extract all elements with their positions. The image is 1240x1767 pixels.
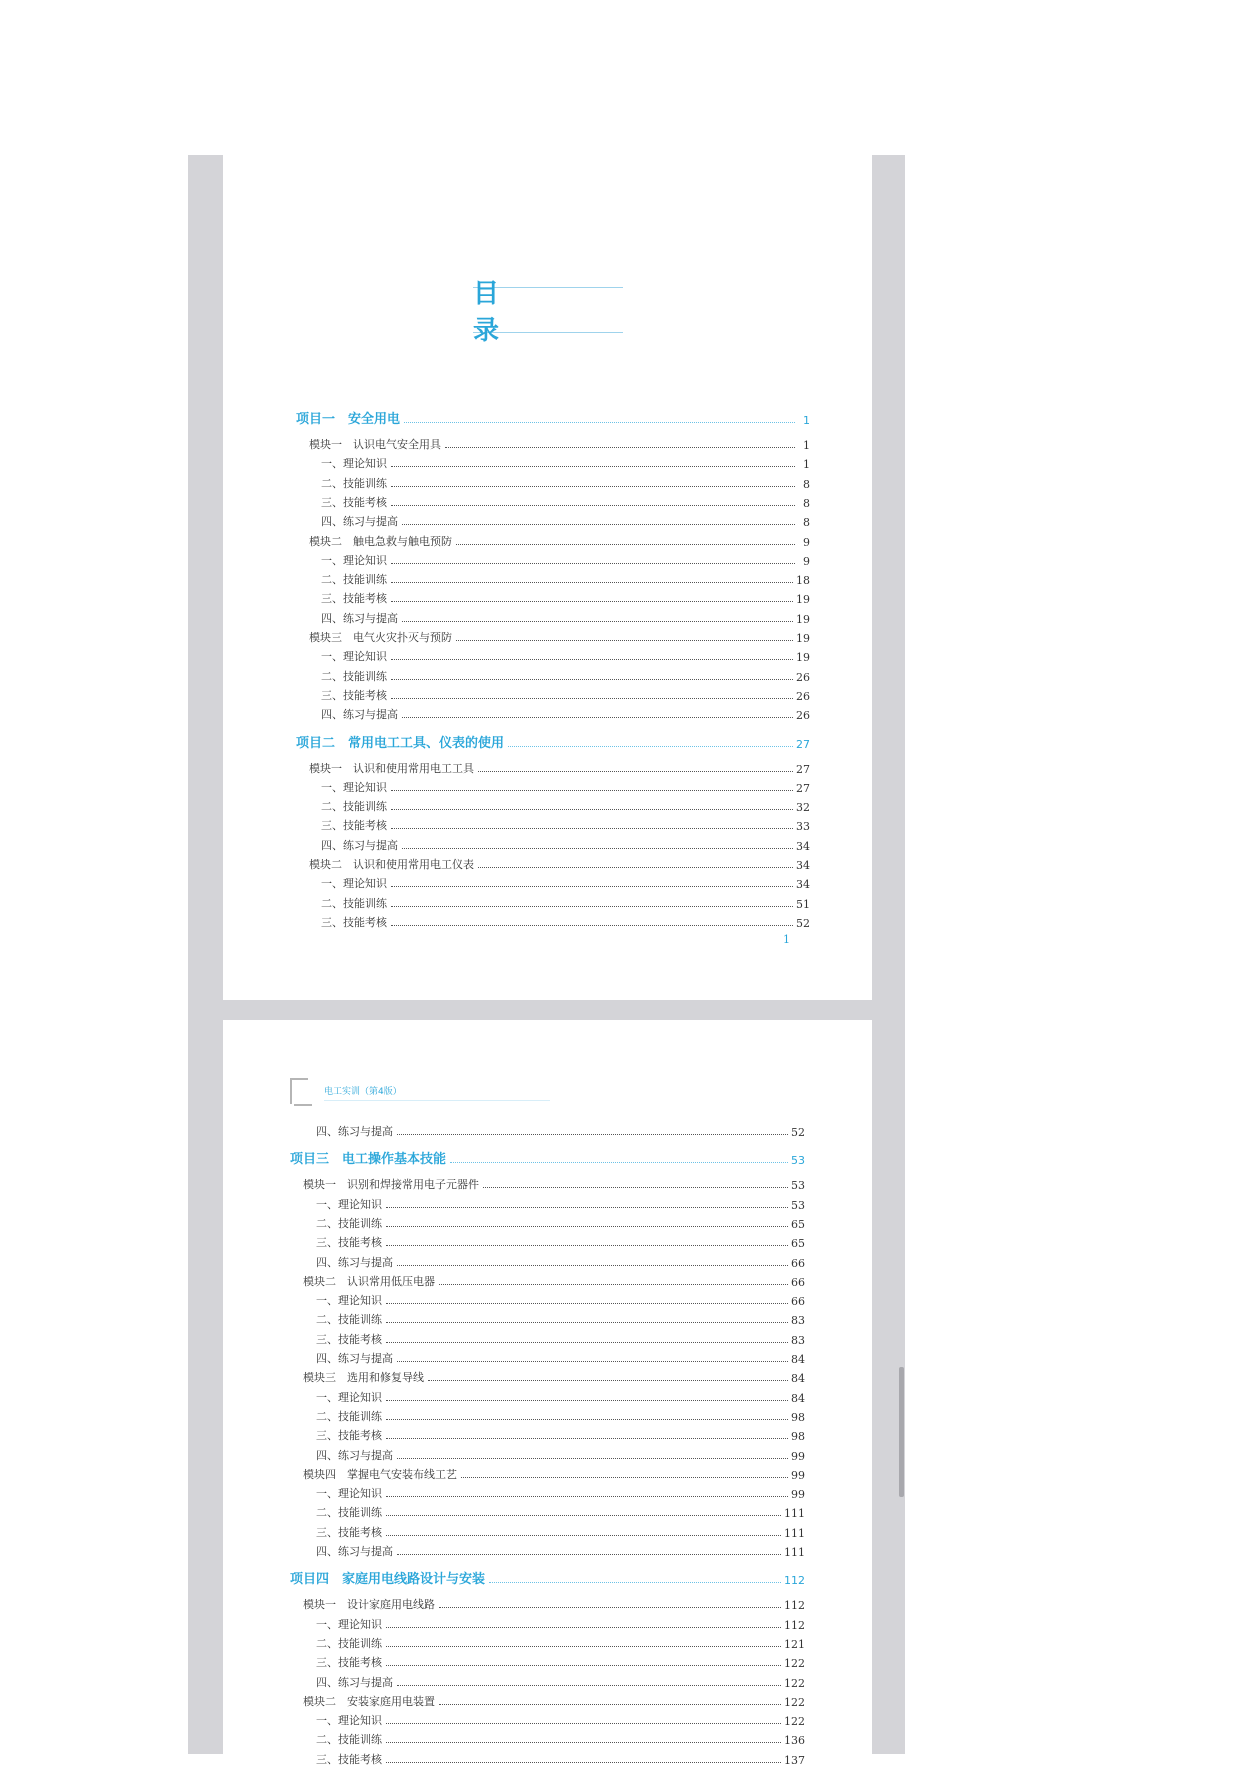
- dot-leader: [391, 809, 793, 810]
- toc-entry-label: 三、技能考核: [321, 819, 387, 833]
- toc-entry-item[interactable]: [316, 1613, 805, 1632]
- toc-entry-module[interactable]: [303, 1173, 805, 1192]
- dot-leader: [439, 1607, 781, 1608]
- dot-leader: [391, 679, 793, 680]
- dot-leader: [391, 828, 793, 829]
- toc-entry-label: 模块二 认识常用低压电器: [303, 1274, 435, 1288]
- scrollbar-thumb[interactable]: [899, 1367, 904, 1497]
- toc-entry-item[interactable]: [316, 1120, 805, 1139]
- toc-entry-item[interactable]: [321, 607, 810, 626]
- toc-entry-label: 模块一 设计家庭用电线路: [303, 1598, 435, 1612]
- toc-entry-page: 52: [791, 1126, 805, 1139]
- toc-entry-page: 122: [784, 1695, 805, 1709]
- dot-leader: [391, 925, 793, 926]
- toc-entry-page: 98: [791, 1410, 805, 1424]
- toc-entry-project[interactable]: [290, 1565, 805, 1587]
- toc-entry-item[interactable]: [321, 510, 810, 529]
- toc-entry-page: 26: [796, 709, 810, 723]
- toc-entry-page: 99: [791, 1449, 805, 1463]
- toc-entry-page: 34: [796, 878, 810, 892]
- toc-entry-page: 19: [796, 651, 810, 665]
- toc-entry-label: 一、理论知识: [316, 1197, 382, 1211]
- toc-entry-label: 项目三 电工操作基本技能: [290, 1152, 447, 1168]
- toc-entry-page: 8: [803, 516, 810, 530]
- toc-entry-page: 19: [796, 593, 810, 607]
- running-header: [290, 1078, 550, 1106]
- toc-entry-page: 83: [791, 1333, 805, 1347]
- toc-entry-item[interactable]: [316, 1521, 805, 1540]
- dot-leader: [402, 524, 795, 525]
- toc-entry-label: 三、技能考核: [321, 495, 387, 509]
- toc-entry-page: 111: [784, 1546, 805, 1559]
- dot-leader: [391, 659, 793, 660]
- toc-entry-item[interactable]: [316, 1709, 805, 1728]
- toc-entry-label: 一、理论知识: [316, 1294, 382, 1308]
- toc-entry-page: 19: [796, 632, 810, 645]
- toc-entry-label: 一、理论知识: [316, 1487, 382, 1501]
- toc-entry-label: 项目四 家庭用电线路设计与安装: [290, 1572, 486, 1588]
- dot-leader: [386, 1226, 788, 1227]
- toc-page-1: [223, 155, 872, 1000]
- toc-entry-page: 53: [791, 1179, 805, 1193]
- dot-leader: [391, 698, 793, 699]
- toc-entry-project[interactable]: [290, 1145, 805, 1167]
- toc-entry-page: 122: [784, 1715, 805, 1729]
- toc-entry-item[interactable]: [321, 665, 810, 684]
- toc-entry-item[interactable]: [321, 549, 810, 568]
- toc-entry-label: 二、技能训练: [316, 1506, 382, 1520]
- toc-entry-page: 99: [791, 1468, 805, 1482]
- dot-leader: [402, 848, 793, 849]
- toc-entry-label: 三、技能考核: [321, 688, 387, 702]
- toc-entry-page: 1: [803, 458, 810, 472]
- toc-entry-label: 四、练习与提高: [316, 1675, 393, 1689]
- toc-entry-page: 112: [784, 1599, 805, 1613]
- toc-entry-item[interactable]: [316, 1501, 805, 1520]
- toc-entry-item[interactable]: [321, 814, 810, 833]
- toc-entry-module[interactable]: [303, 1270, 805, 1289]
- toc-entry-page: 1: [803, 439, 810, 452]
- toc-entry-label: 二、技能训练: [316, 1313, 382, 1327]
- toc-entry-label: 四、练习与提高: [316, 1448, 393, 1462]
- toc-entry-label: 二、技能训练: [321, 476, 387, 490]
- toc-entry-item[interactable]: [321, 776, 810, 795]
- toc-entry-item[interactable]: [316, 1193, 805, 1212]
- toc-entry-module[interactable]: [309, 626, 810, 645]
- dot-leader: [386, 1742, 781, 1743]
- toc-entry-page: 65: [791, 1237, 805, 1251]
- toc-entry-label: 模块一 认识和使用常用电工工具: [309, 761, 474, 775]
- toc-entry-label: 三、技能考核: [316, 1752, 382, 1766]
- header-rule: [324, 1100, 550, 1101]
- toc-entry-item[interactable]: [321, 795, 810, 814]
- toc-entry-page: 65: [791, 1217, 805, 1231]
- toc-entry-item[interactable]: [321, 645, 810, 664]
- toc-entry-label: 三、技能考核: [316, 1525, 382, 1539]
- toc-entry-label: 四、练习与提高: [321, 515, 398, 529]
- toc-entry-item[interactable]: [321, 684, 810, 703]
- page-number: 1: [783, 933, 790, 946]
- toc-entry-label: 一、理论知识: [321, 553, 387, 567]
- dot-leader: [386, 1400, 788, 1401]
- dot-leader: [397, 1265, 788, 1266]
- toc-entry-label: 项目一 安全用电: [296, 412, 401, 427]
- toc-entry-module[interactable]: [303, 1593, 805, 1612]
- toc-entry-label: 模块一 认识电气安全用具: [309, 438, 441, 451]
- page-corner-icon: [290, 1078, 308, 1104]
- dot-leader: [386, 1342, 788, 1343]
- toc-entry-page: 112: [784, 1618, 805, 1632]
- toc-entry-item[interactable]: [316, 1424, 805, 1443]
- toc-entry-label: 一、理论知识: [321, 457, 387, 471]
- dot-leader: [402, 717, 793, 718]
- toc-entry-module[interactable]: [309, 530, 810, 549]
- toc-entry-item[interactable]: [316, 1632, 805, 1651]
- toc-entry-page: 53: [791, 1198, 805, 1212]
- toc-entry-page: 19: [796, 612, 810, 626]
- dot-leader: [450, 1162, 788, 1163]
- toc-entry-item[interactable]: [316, 1328, 805, 1347]
- toc-entry-module[interactable]: [303, 1690, 805, 1709]
- dot-leader: [386, 1322, 788, 1323]
- toc-entry-page: 53: [791, 1154, 805, 1168]
- toc-entry-page: 26: [796, 689, 810, 703]
- toc-entry-item[interactable]: [321, 834, 810, 853]
- dot-leader: [386, 1762, 781, 1763]
- toc-entry-page: 99: [791, 1488, 805, 1502]
- toc-entry-label: 二、技能训练: [316, 1733, 382, 1747]
- dot-leader: [439, 1704, 781, 1705]
- toc-entry-label: 四、练习与提高: [321, 708, 398, 722]
- toc-entry-item[interactable]: [316, 1347, 805, 1366]
- toc-entry-label: 一、理论知识: [316, 1390, 382, 1404]
- toc-entry-page: 136: [784, 1734, 805, 1748]
- toc-entry-label: 一、理论知识: [321, 877, 387, 891]
- toc-entry-module[interactable]: [309, 757, 810, 776]
- toc-entry-page: 34: [796, 839, 810, 853]
- toc-entry-label: 二、技能训练: [321, 669, 387, 683]
- toc-entry-page: 34: [796, 859, 810, 872]
- toc-entry-page: 137: [784, 1753, 805, 1767]
- dot-leader: [439, 1284, 788, 1285]
- toc-entry-page: 84: [791, 1372, 805, 1386]
- dot-leader: [391, 790, 793, 791]
- toc-entry-item[interactable]: [321, 587, 810, 606]
- toc-entry-item[interactable]: [321, 911, 810, 930]
- dot-leader: [391, 505, 795, 506]
- dot-leader: [386, 1496, 788, 1497]
- toc-entry-label: 二、技能训练: [316, 1409, 382, 1423]
- toc-entry-label: 四、练习与提高: [321, 611, 398, 625]
- toc-entry-item[interactable]: [316, 1728, 805, 1747]
- dot-leader: [391, 582, 793, 583]
- toc-entry-item[interactable]: [316, 1289, 805, 1308]
- toc-entry-label: 模块二 认识和使用常用电工仪表: [309, 858, 474, 871]
- toc-entry-label: 模块二 安装家庭用电装置: [303, 1694, 435, 1708]
- toc-entry-page: 9: [803, 535, 810, 549]
- toc-entry-module[interactable]: [309, 853, 810, 872]
- dot-leader: [391, 886, 793, 887]
- dot-leader: [386, 1515, 781, 1516]
- toc-entry-page: 66: [791, 1275, 805, 1289]
- toc-heading: [473, 279, 623, 346]
- toc-entry-page: 27: [796, 737, 810, 751]
- toc-entry-label: 二、技能训练: [321, 573, 387, 587]
- toc-entry-item[interactable]: [316, 1540, 805, 1559]
- dot-leader: [397, 1458, 788, 1459]
- toc-entry-label: 三、技能考核: [321, 592, 387, 606]
- toc-entry-label: 二、技能训练: [316, 1636, 382, 1650]
- toc-entry-page: 112: [784, 1574, 805, 1588]
- toc-entry-project[interactable]: [296, 405, 810, 427]
- dot-leader: [461, 1477, 788, 1478]
- toc-entry-label: 模块二 触电急救与触电预防: [309, 534, 452, 548]
- toc-page-2: [223, 1020, 872, 1767]
- toc-entry-item[interactable]: [321, 703, 810, 722]
- toc-entry-module[interactable]: [309, 433, 810, 452]
- toc-entry-item[interactable]: [316, 1748, 805, 1767]
- dot-leader: [397, 1685, 781, 1686]
- toc-entry-page: 66: [791, 1295, 805, 1309]
- dot-leader: [391, 906, 793, 907]
- toc-entry-label: 二、技能训练: [316, 1216, 382, 1230]
- toc-entry-item[interactable]: [321, 892, 810, 911]
- dot-leader: [386, 1646, 781, 1647]
- dot-leader: [386, 1303, 788, 1304]
- dot-leader: [386, 1438, 788, 1439]
- dot-leader: [478, 771, 793, 772]
- toc-entry-label: 三、技能考核: [316, 1656, 382, 1670]
- toc-entry-label: 三、技能考核: [316, 1429, 382, 1443]
- toc-entry-label: 四、练习与提高: [321, 838, 398, 852]
- toc-entry-page: 8: [803, 477, 810, 491]
- dot-leader: [386, 1419, 788, 1420]
- toc-entry-page: 1: [803, 414, 810, 427]
- dot-leader: [391, 601, 793, 602]
- dot-leader: [397, 1554, 781, 1555]
- toc-entry-page: 121: [784, 1637, 805, 1651]
- dot-leader: [445, 447, 795, 448]
- toc-entry-module[interactable]: [303, 1366, 805, 1385]
- toc-entry-page: 84: [791, 1391, 805, 1405]
- dot-leader: [456, 544, 795, 545]
- toc-entry-page: 18: [796, 574, 810, 588]
- toc-entry-label: 一、理论知识: [316, 1617, 382, 1631]
- dot-leader: [397, 1134, 788, 1135]
- toc-entry-item[interactable]: [316, 1308, 805, 1327]
- toc-entry-page: 27: [796, 781, 810, 795]
- dot-leader: [483, 1187, 788, 1188]
- dot-leader: [402, 621, 793, 622]
- toc-entry-page: 26: [796, 670, 810, 684]
- toc-entry-item[interactable]: [316, 1651, 805, 1670]
- dot-leader: [397, 1361, 788, 1362]
- toc-entry-project[interactable]: [296, 729, 810, 751]
- toc-entry-label: 三、技能考核: [316, 1236, 382, 1250]
- dot-leader: [386, 1723, 781, 1724]
- toc-entry-label: 项目二 常用电工工具、仪表的使用: [296, 735, 505, 751]
- toc-entry-label: 模块三 电气火灾扑灭与预防: [309, 631, 452, 644]
- toc-entry-page: 8: [803, 496, 810, 510]
- dot-leader: [386, 1245, 788, 1246]
- toc-entry-page: 84: [791, 1353, 805, 1366]
- toc-entry-label: 二、技能训练: [321, 800, 387, 814]
- toc-entry-label: 四、练习与提高: [316, 1352, 393, 1365]
- toc-entry-item[interactable]: [321, 452, 810, 471]
- toc-entry-page: 33: [796, 820, 810, 834]
- toc-entry-label: 二、技能训练: [321, 896, 387, 910]
- toc-entry-label: 一、理论知识: [321, 780, 387, 794]
- toc-entry-item[interactable]: [321, 872, 810, 891]
- toc-title: 目 录: [473, 279, 614, 346]
- toc-entry-label: 三、技能考核: [321, 915, 387, 929]
- toc-entry-item[interactable]: [316, 1212, 805, 1231]
- toc-entry-page: 111: [784, 1507, 805, 1521]
- dot-leader: [391, 466, 795, 467]
- toc-entry-item[interactable]: [316, 1386, 805, 1405]
- toc-entry-label: 一、理论知识: [316, 1714, 382, 1728]
- dot-leader: [456, 640, 793, 641]
- dot-leader: [428, 1380, 788, 1381]
- toc-entry-label: 模块一 识别和焊接常用电子元器件: [303, 1178, 479, 1192]
- toc-entry-item[interactable]: [321, 568, 810, 587]
- toc-entry-page: 122: [784, 1657, 805, 1671]
- toc-entry-label: 三、技能考核: [316, 1332, 382, 1346]
- dot-leader: [478, 867, 793, 868]
- toc-entry-item[interactable]: [316, 1482, 805, 1501]
- toc-entry-item[interactable]: [321, 491, 810, 510]
- dot-leader: [391, 486, 795, 487]
- toc-entry-label: 四、练习与提高: [316, 1255, 393, 1269]
- toc-entry-item[interactable]: [316, 1671, 805, 1690]
- dot-leader: [386, 1627, 781, 1628]
- toc-entry-label: 模块四 掌握电气安装布线工艺: [303, 1467, 457, 1481]
- toc-entry-item[interactable]: [316, 1444, 805, 1463]
- toc-entry-label: 一、理论知识: [321, 650, 387, 664]
- toc-entry-label: 模块三 选用和修复导线: [303, 1371, 424, 1385]
- toc-entry-page: 66: [791, 1256, 805, 1270]
- dot-leader: [386, 1535, 781, 1536]
- dot-leader: [489, 1582, 781, 1583]
- toc-entry-page: 51: [796, 897, 810, 911]
- dot-leader: [391, 563, 795, 564]
- toc-entry-label: 四、练习与提高: [316, 1545, 393, 1558]
- toc-entry-module[interactable]: [303, 1463, 805, 1482]
- running-header-title: 电工实训（第4版）: [324, 1087, 402, 1097]
- toc-entry-page: 122: [784, 1676, 805, 1690]
- toc-entry-page: 32: [796, 801, 810, 815]
- toc-entry-page: 83: [791, 1314, 805, 1328]
- toc-entry-label: 四、练习与提高: [316, 1125, 393, 1138]
- dot-leader: [386, 1665, 781, 1666]
- toc-entry-item[interactable]: [316, 1405, 805, 1424]
- toc-entry-page: 111: [784, 1526, 805, 1540]
- toc-entry-page: 9: [803, 554, 810, 568]
- toc-entry-page: 52: [796, 916, 810, 930]
- dot-leader: [404, 422, 795, 423]
- toc-entry-item[interactable]: [316, 1231, 805, 1250]
- toc-entry-page: 27: [796, 762, 810, 776]
- toc-entry-page: 98: [791, 1430, 805, 1444]
- toc-entry-item[interactable]: [321, 472, 810, 491]
- toc-entry-item[interactable]: [316, 1251, 805, 1270]
- dot-leader: [508, 746, 793, 747]
- dot-leader: [386, 1207, 788, 1208]
